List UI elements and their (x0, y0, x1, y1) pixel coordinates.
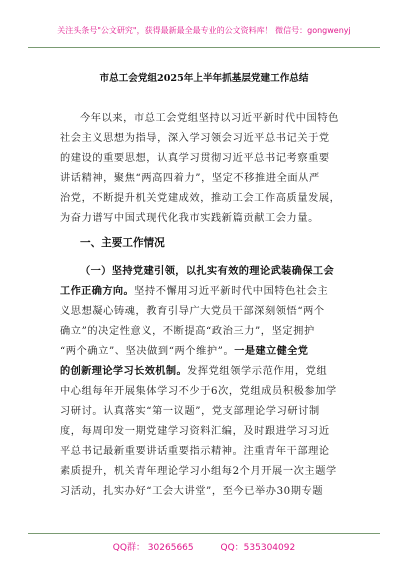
intro-line: 社会主义思想为指导，深入学习领会习近平总书记关于党 (60, 133, 330, 144)
qq-group-number: QQ群： 30265665 (112, 543, 194, 553)
subsection-heading: （一）坚持党建引领，以扎实有效的理论武装确保工会 (80, 266, 335, 277)
intro-line: 今年以来，市总工会党组坚持以习近平新时代中国特色 (80, 113, 339, 124)
header-promo-text: 关注头条号"公文研究"，获得最新最全最专业的公文资料库！ 微信号：gongwenyj (57, 26, 351, 35)
point-heading: 一是建立健全党 (234, 346, 309, 357)
header-divider (28, 47, 380, 48)
intro-line: 讲话精神，聚焦“两高四着力”，坚定不移推进全面从严 (60, 173, 320, 184)
paragraph-line: 中心组每年开展集体学习不少于6次，党组成员积极参加学 (60, 386, 337, 397)
paragraph-line: 习研讨。认真落实“第一议题”，党支部理论学习研讨制 (60, 406, 320, 417)
footer-contacts (0, 540, 408, 553)
section-heading: 一、主要工作情况 (80, 237, 165, 249)
paragraph-line (60, 282, 352, 302)
paragraph-line: 习活动，扎实办好“工会大讲堂”，至今已举办30期专题 (60, 486, 324, 497)
work-paragraph (60, 262, 352, 502)
intro-paragraph (60, 109, 352, 229)
paragraph-line: 度，每周印发一期党建学习资料汇编，及时跟进学习习近 (60, 426, 330, 437)
paragraph-line (60, 342, 352, 362)
paragraph-text: “两个确立”、坚决做到“两个维护”。 (60, 346, 235, 357)
intro-line: 为奋力谱写中国式现代化我市实践新篇贡献工会力量。 (60, 213, 319, 224)
paragraph-line: 义思想凝心铸魂，教育引导广大党员干部深刻领悟“两个 (60, 306, 325, 317)
subsection-heading-end: 工作正确方向。 (60, 286, 135, 297)
paragraph-line: 素质提升，机关青年理论学习小组每2个月开展一次主题学 (60, 466, 337, 477)
paragraph-text: 发挥党组领学示范作用，党组 (187, 366, 328, 377)
intro-line: 的建设的重要思想，认真学习贯彻习近平总书记考察重要 (60, 153, 330, 164)
footer-divider (28, 533, 380, 534)
paragraph-text: 坚持不懈用习近平新时代中国特色社会主 (134, 286, 329, 297)
paragraph-line: 平总书记最新重要讲话重要指示精神。注重青年干部理论 (60, 446, 330, 457)
qq-number: QQ：535304092 (220, 543, 296, 553)
document-title: 市总工会党组2025年上半年抓基层党建工作总结 (99, 73, 309, 84)
intro-line: 治党，不断提升机关党建成效，推动工会工作高质量发展， (60, 193, 341, 204)
paragraph-line (60, 362, 352, 382)
point-heading-end: 的创新理论学习长效机制。 (60, 366, 188, 377)
paragraph-line: 确立”的决定性意义，不断提高“政治三力”，坚定拥护 (60, 326, 315, 337)
